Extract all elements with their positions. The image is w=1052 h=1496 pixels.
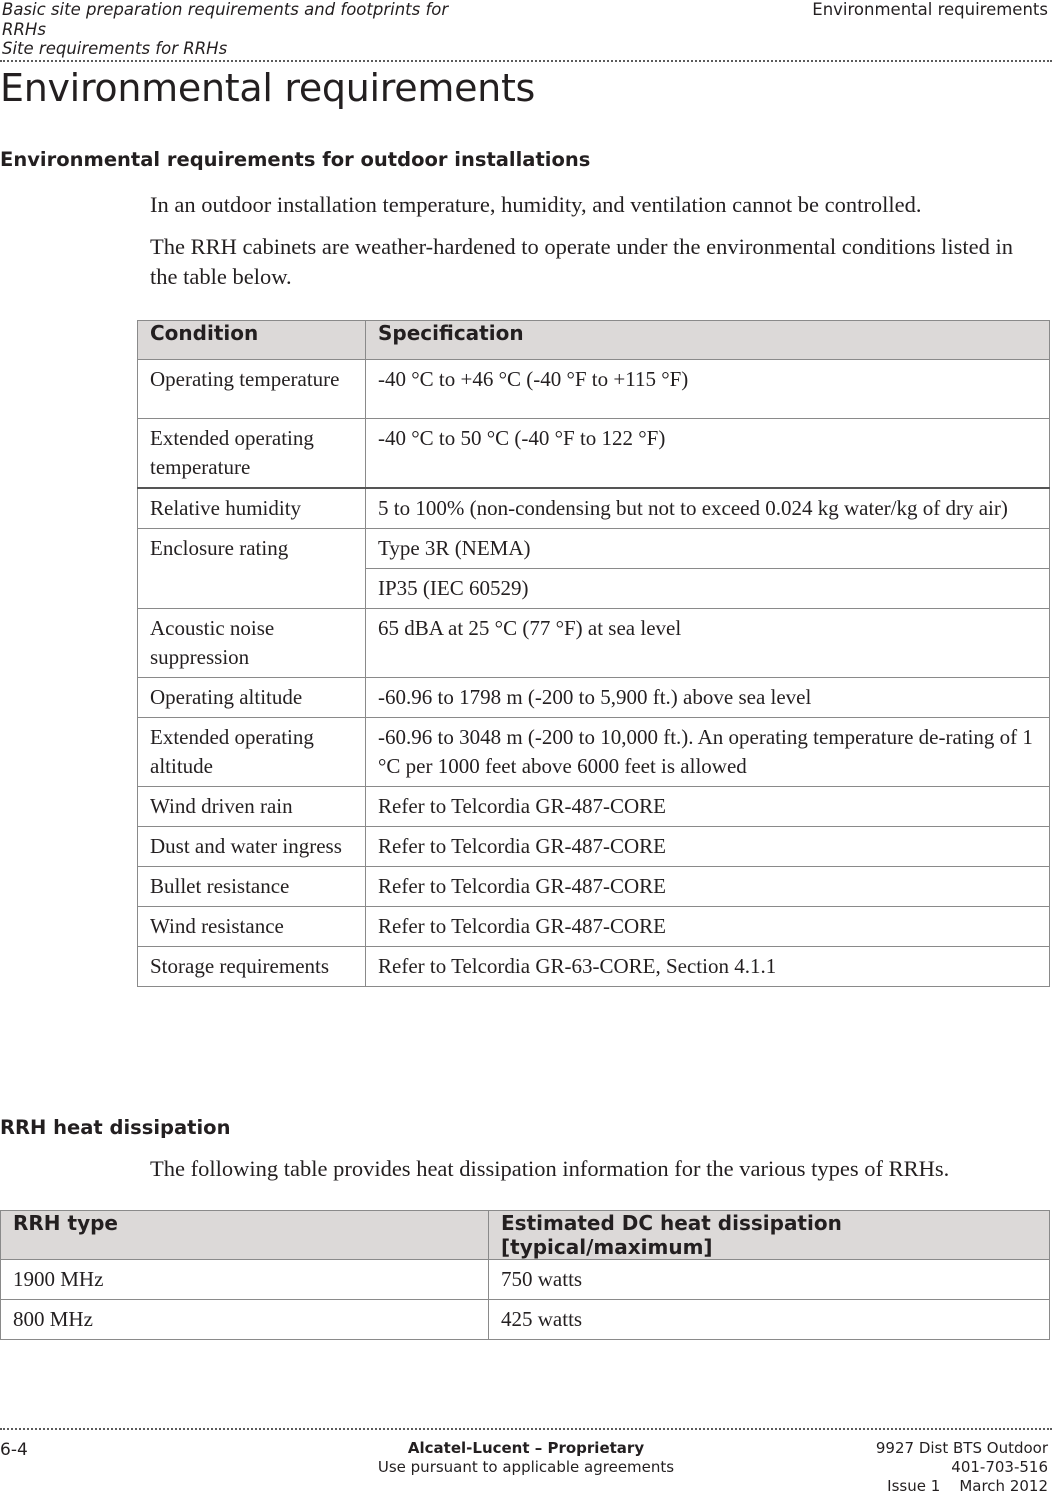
table-row bbox=[1, 1260, 1050, 1300]
condition-cell: Storage requirements bbox=[138, 947, 366, 987]
heat-value-cell: 425 watts bbox=[489, 1300, 1050, 1340]
document-number: 401-703-516 bbox=[951, 1458, 1048, 1476]
column-header: Condition bbox=[138, 321, 366, 360]
specification-cell: Refer to Telcordia GR-63-CORE, Section 4.1.1 bbox=[366, 947, 1050, 987]
page-number: 6-4 bbox=[0, 1440, 28, 1460]
rrh-type-cell: 800 MHz bbox=[1, 1300, 489, 1340]
breadcrumb-line: Site requirements for RRHs bbox=[2, 39, 228, 58]
specification-cell: Refer to Telcordia GR-487-CORE bbox=[366, 787, 1050, 827]
condition-cell: Bullet resistance bbox=[138, 867, 366, 907]
table-row bbox=[138, 718, 1050, 787]
rrh-type-cell: 1900 MHz bbox=[1, 1260, 489, 1300]
specification-cell: IP35 (IEC 60529) bbox=[366, 569, 1050, 609]
footer-agreements: Use pursuant to applicable agreements bbox=[377, 1458, 675, 1476]
condition-cell: Extended operating temperature bbox=[138, 419, 366, 489]
heat-heading: RRH heat dissipation bbox=[0, 1116, 231, 1139]
heat-dissipation-table bbox=[0, 1210, 1050, 1340]
outdoor-heading: Environmental requirements for outdoor installations bbox=[0, 148, 591, 171]
table-header-row bbox=[138, 321, 1050, 360]
table-row bbox=[138, 609, 1050, 678]
breadcrumb-line: Basic site preparation requirements and footprints for bbox=[2, 0, 449, 19]
heat-value-cell: 750 watts bbox=[489, 1260, 1050, 1300]
condition-cell: Dust and water ingress bbox=[138, 827, 366, 867]
specification-cell: 65 dBA at 25 °C (77 °F) at sea level bbox=[366, 609, 1050, 678]
column-header: Specification bbox=[366, 321, 1050, 360]
table-row bbox=[138, 827, 1050, 867]
outdoor-paragraph-2: The RRH cabinets are weather-hardened to operate under the environmental conditions listed in the table below. bbox=[150, 234, 1013, 289]
breadcrumb-line: RRHs bbox=[2, 19, 46, 39]
header-divider bbox=[0, 60, 1052, 62]
section-title: Environmental requirements bbox=[812, 0, 1048, 19]
condition-cell: Operating altitude bbox=[138, 678, 366, 718]
table-row bbox=[138, 867, 1050, 907]
footer-proprietary: Alcatel-Lucent – Proprietary bbox=[407, 1439, 645, 1457]
page-title: Environmental requirements bbox=[0, 66, 536, 110]
table-row bbox=[138, 907, 1050, 947]
table-row bbox=[138, 529, 1050, 569]
environment-table bbox=[137, 320, 1050, 987]
condition-cell: Acoustic noise suppression bbox=[138, 609, 366, 678]
specification-cell: -40 °C to +46 °C (-40 °F to +115 °F) bbox=[366, 360, 1050, 419]
specification-cell: -40 °C to 50 °C (-40 °F to 122 °F) bbox=[366, 419, 1050, 489]
breadcrumb bbox=[2, 0, 448, 59]
column-header: Estimated DC heat dissipation [typical/maximum] bbox=[489, 1211, 1050, 1260]
heat-paragraph: The following table provides heat dissipation information for the various types of RRHs. bbox=[150, 1156, 950, 1181]
condition-cell: Enclosure rating bbox=[138, 529, 366, 609]
footer-divider bbox=[0, 1428, 1052, 1430]
condition-cell: Wind resistance bbox=[138, 907, 366, 947]
table-row bbox=[138, 947, 1050, 987]
document-info bbox=[876, 1439, 1048, 1496]
running-header bbox=[0, 0, 1052, 62]
table-row bbox=[138, 787, 1050, 827]
product-name: 9927 Dist BTS Outdoor bbox=[875, 1439, 1048, 1457]
table-row bbox=[138, 678, 1050, 718]
specification-cell: Refer to Telcordia GR-487-CORE bbox=[366, 907, 1050, 947]
specification-cell: Refer to Telcordia GR-487-CORE bbox=[366, 827, 1050, 867]
issue-date: Issue 1 March 2012 bbox=[887, 1477, 1048, 1495]
table-row bbox=[138, 488, 1050, 529]
column-header: RRH type bbox=[1, 1211, 489, 1260]
condition-cell: Relative humidity bbox=[138, 488, 366, 529]
condition-cell: Wind driven rain bbox=[138, 787, 366, 827]
condition-cell: Extended operating altitude bbox=[138, 718, 366, 787]
table-header-row bbox=[1, 1211, 1050, 1260]
table-row bbox=[138, 419, 1050, 489]
specification-cell: Refer to Telcordia GR-487-CORE bbox=[366, 867, 1050, 907]
table-row bbox=[1, 1300, 1050, 1340]
specification-cell: 5 to 100% (non-condensing but not to exceed 0.024 kg water/kg of dry air) bbox=[366, 488, 1050, 529]
table-row bbox=[138, 360, 1050, 419]
specification-cell: -60.96 to 3048 m (-200 to 10,000 ft.). An operating temperature de-rating of 1 °C per 1000 feet above 6000 feet is allowed bbox=[366, 718, 1050, 787]
specification-cell: Type 3R (NEMA) bbox=[366, 529, 1050, 569]
specification-cell: -60.96 to 1798 m (-200 to 5,900 ft.) above sea level bbox=[366, 678, 1050, 718]
outdoor-paragraph-1: In an outdoor installation temperature, humidity, and ventilation cannot be controlled. bbox=[150, 192, 922, 217]
condition-cell: Operating temperature bbox=[138, 360, 366, 419]
